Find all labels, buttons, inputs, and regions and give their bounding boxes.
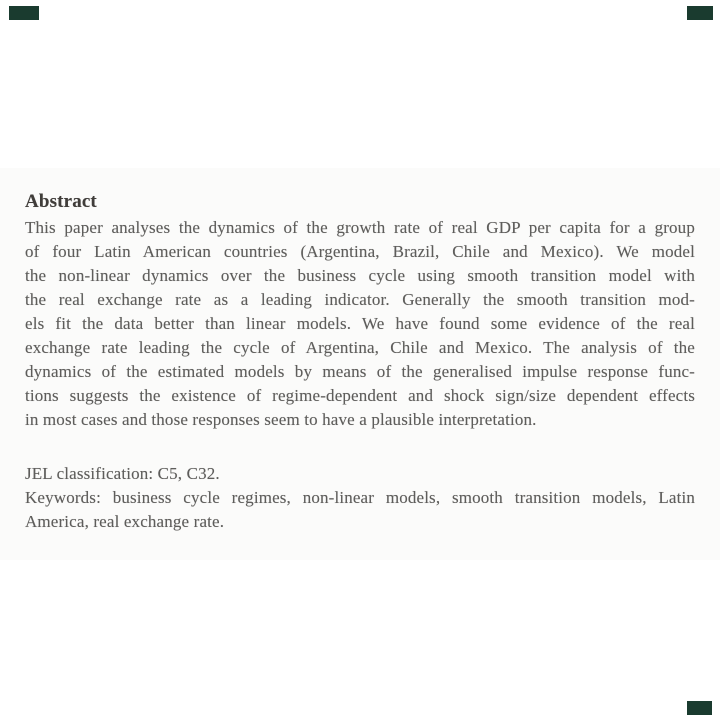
keywords-line: Keywords: business cycle regimes, non-linear models, smooth transition models, Latin: [25, 488, 695, 507]
abstract-section: [25, 188, 695, 534]
abstract-heading: Abstract: [25, 191, 97, 212]
abstract-text-line: of four Latin American countries (Argentina, Brazil, Chile and Mexico). We model: [25, 242, 695, 261]
abstract-text-line: dynamics of the estimated models by means of the generalised impulse response func-: [25, 362, 695, 381]
keywords-line: America, real exchange rate.: [25, 512, 225, 531]
abstract-text-line: This paper analyses the dynamics of the growth rate of real GDP per capita for a group: [25, 218, 695, 237]
scan-mark-bottom-right: [687, 701, 712, 715]
classification-block: [25, 462, 695, 534]
abstract-text-line: in most cases and those responses seem to have a plausible interpretation.: [25, 410, 537, 429]
abstract-text-line: the real exchange rate as a leading indicator. Generally the smooth transition mod-: [25, 290, 695, 309]
abstract-text-line: els fit the data better than linear models. We have found some evidence of the real: [25, 314, 695, 333]
scan-mark-top-left: [9, 6, 39, 20]
abstract-text-line: exchange rate leading the cycle of Argentina, Chile and Mexico. The analysis of the: [25, 338, 695, 357]
scan-mark-top-right: [687, 6, 713, 20]
abstract-text-line: the non-linear dynamics over the business cycle using smooth transition model with: [25, 266, 695, 285]
abstract-text-line: tions suggests the existence of regime-dependent and shock sign/size dependent effects: [25, 386, 695, 405]
jel-classification-line: JEL classification: C5, C32.: [25, 464, 220, 483]
